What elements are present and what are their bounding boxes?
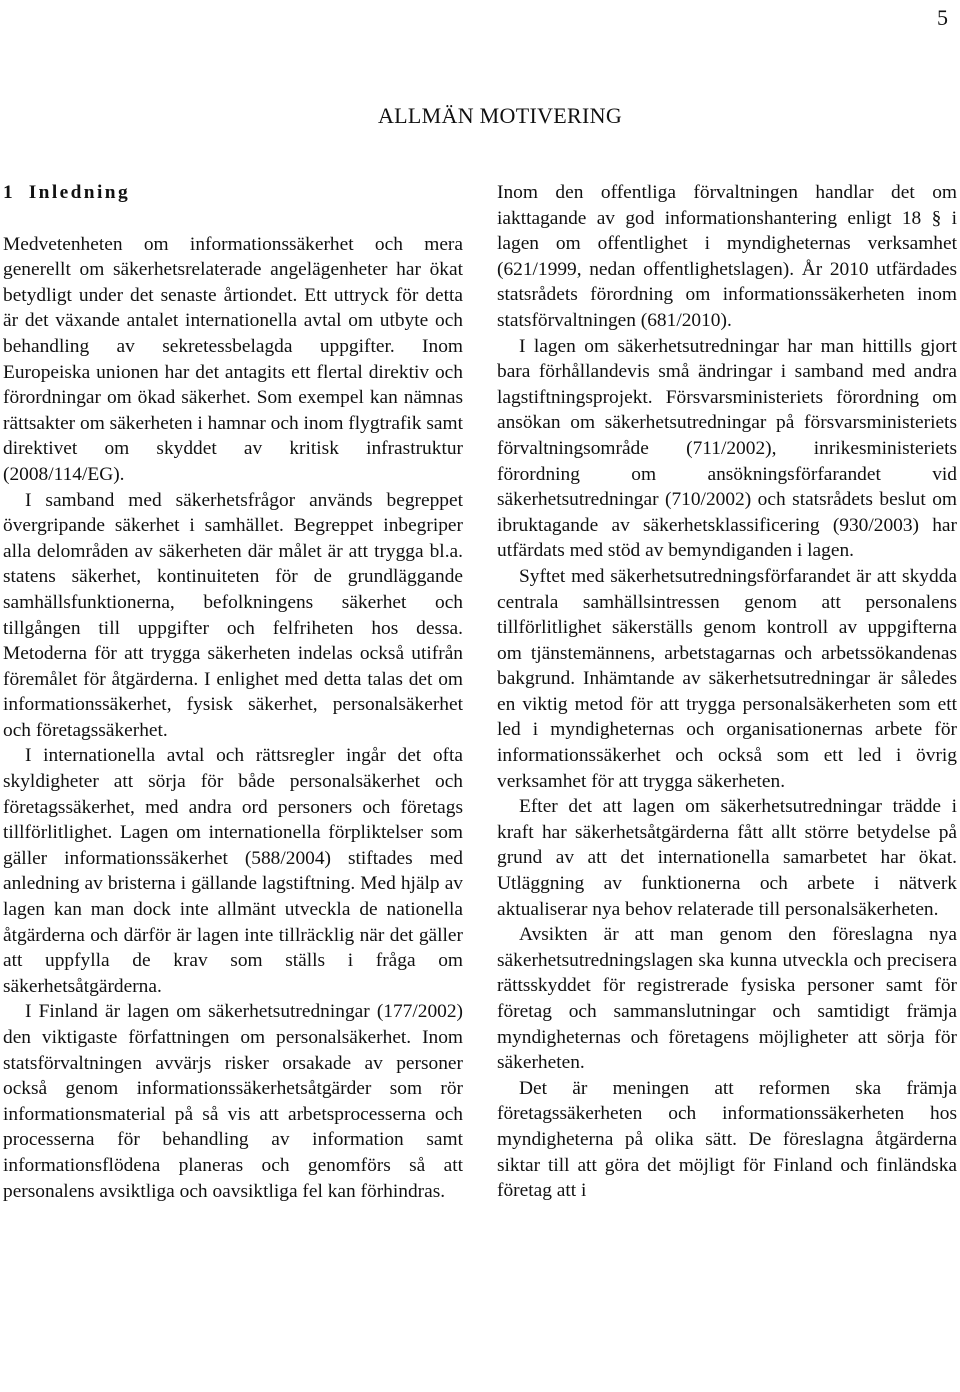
paragraph: Avsikten är att man genom den föreslagna nya säkerhetsutredningslagen ska kunna utveckla och precisera rättsskyddet för registrerade fysiska personer samt för företag och sammanslutningar och samtidigt främja myndigheternas och företagens möjligheter att sörja för säkerheten. xyxy=(497,924,957,1074)
section-heading xyxy=(3,180,463,206)
paragraph: I Finland är lagen om säkerhetsutredningar (177/2002) den viktigaste författningen om personalsäkerhet. Inom statsförvaltningen avvärjs risker orsakade av personer också genom informationssäkerhetsåtgärder som rör informationsmaterial på så vis att arbetsprocesserna och processerna för behandling av information samt informationsflödena planeras och genomförs så att personalens avsiktliga och oavsiktliga fel kan förhindras. xyxy=(3,1001,463,1202)
paragraph: Inom den offentliga förvaltningen handlar det om iakttagande av god informationshantering enligt 18 § i lagen om offentlighet i myndigheternas verksamhet (621/1999, nedan offentlighetslagen). År 2010 utfärdades statsrådets förordning om informationssäkerheten inom statsförvaltningen (681/2010). xyxy=(497,182,957,331)
paragraph: Det är meningen att reformen ska främja företagssäkerheten och informationssäkerheten hos myndigheterna på olika sätt. De föreslagna åtgärderna siktar till att göra det möjligt för Finland och finländska företag att i xyxy=(497,1077,957,1202)
paragraph: I internationella avtal och rättsregler ingår det ofta skyldigheter att sörja för både personalsäkerhet och företagssäkerhet, med andra ord personers och företags tillförlitlighet. Lagen om internationella förpliktelser som gäller informationssäkerhet (588/2004) stiftades med anledning av bristerna i gällande lagstiftning. Med hjälp av lagen kan man dock inte allmänt utveckla de nationella åtgärderna och därför är lagen inte tillräcklig när det gäller att uppfylla de krav som ställs i fråga om säkerhetsåtgärderna. xyxy=(3,745,463,997)
paragraph: I lagen om säkerhetsutredningar har man hittills gjort bara förhållandevis små ändringar i samband med andra lagstiftningsprojekt. Försvarsministeriets förordning om ansökan om säkerhetsutredningar på försvarsministeriets förvaltningsområde (711/2002), inrikesministeriets förordning om ansökningsförfarandet vid säkerhetsutredningar (710/2002) och statsrådets beslut om ibruktagande av säkerhetsklassificering (930/2003) har utfärdats med stöd av bemyndiganden i lagen. xyxy=(497,335,957,562)
paragraph: Efter det att lagen om säkerhetsutredningar trädde i kraft har säkerhetsåtgärderna fått allt större betydelse på grund av att det internationella samarbetet har ökat. Utläggning av funktionerna och arbete i nätverk aktualiserar nya behov relaterade till personalsäkerheten. xyxy=(497,796,957,920)
section-number: 1 xyxy=(3,182,13,203)
paragraph: Medvetenheten om informationssäkerhet och mera generellt om säkerhetsrelaterade angelägenheter har ökat betydligt under det senaste årtiondet. Ett uttryck för detta är det växande antalet internationella avtal om utbyte och behandling av sekretessbelagda uppgifter. Inom Europeiska unionen har det antagits ett flertal direktiv och förordningar om ökad säkerhet. Som exempel kan nämnas rättsakter om säkerheten i hamnar och inom flygtrafik samt direktivet om skyddet av kritisk infrastruktur (2008/114/EG). xyxy=(3,233,463,485)
right-column xyxy=(497,180,957,1204)
paragraph: Syftet med säkerhetsutredningsförfarandet är att skydda centrala samhällsintressen genom att personalens tillförlitlighet säkerställs genom kontroll av uppgifterna om tjänstemännens, arbetstagarnas och arbetssökandenas bakgrund. Inhämtande av säkerhetsutredningar är således en viktig metod för att trygga personalsäkerheten som ett led i myndigheternas och organisationernas arbete för informationssäkerhet och också som ett led i övrig verksamhet för att trygga säkerheten. xyxy=(497,565,957,792)
main-heading: ALLMÄN MOTIVERING xyxy=(377,103,623,128)
page-number: 5 xyxy=(937,5,948,30)
left-column xyxy=(3,180,463,1204)
paragraph: I samband med säkerhetsfrågor används begreppet övergripande säkerhet i samhället. Begreppet inbegriper alla delområden av säkerheten där målet är att trygga bl.a. statens säkerhet, kontinuiteten för de grundläggande samhällsfunktionerna, befolkningens säkerhet och tillgången till uppgifter och felfriheten hos dessa. Metoderna för att trygga säkerheten indelas också utifrån föremålet för åtgärderna. I enlighet med detta talas det om informationssäkerhet, fysisk säkerhet, personalsäkerhet och företagssäkerhet. xyxy=(3,489,463,741)
section-title: Inledning xyxy=(28,182,131,203)
